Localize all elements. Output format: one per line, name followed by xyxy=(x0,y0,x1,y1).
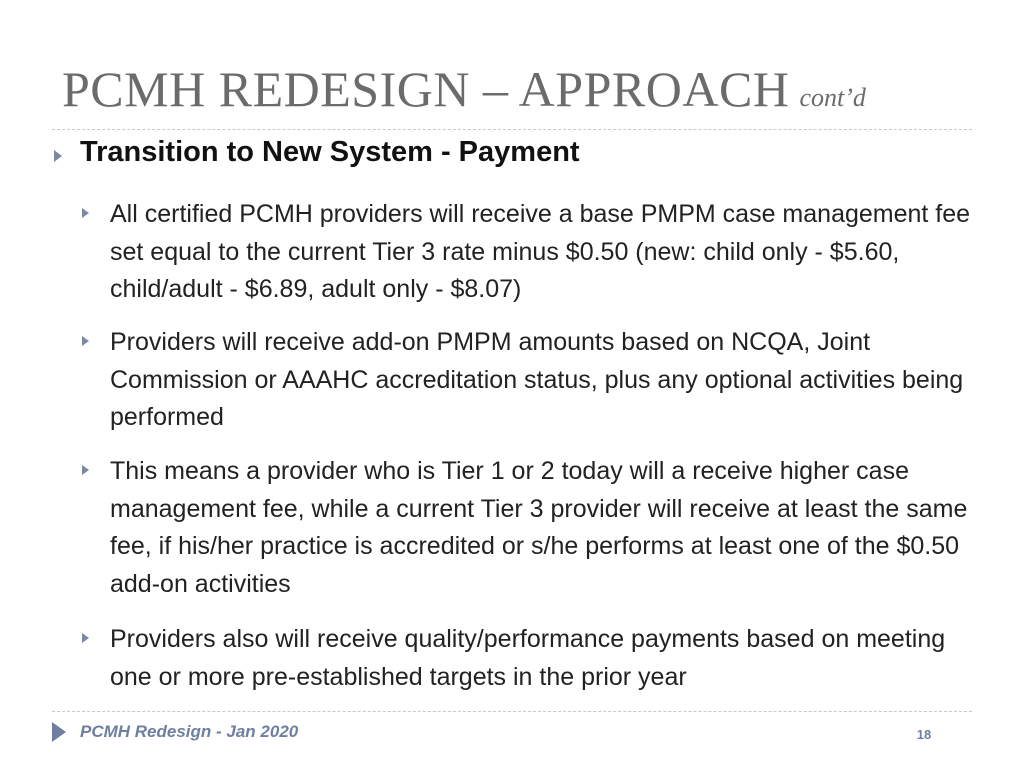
triangle-right-icon xyxy=(82,208,89,218)
title-suffix: cont’d xyxy=(799,83,866,112)
title-row xyxy=(62,60,982,118)
triangle-right-icon xyxy=(54,150,62,162)
bullet-item: This means a provider who is Tier 1 or 2 today will a receive higher case management fee, while a current Tier 3 provider will receive at least the same fee, if his/her practice is accredited or s/he performs at least one of the $0.50 add-on activities xyxy=(110,457,968,598)
bottom-divider xyxy=(52,711,972,712)
bullet-item: Providers will receive add-on PMPM amounts based on NCQA, Joint Commission or AAAHC accreditation status, plus any optional activities being performed xyxy=(110,328,964,431)
slide-title: PCMH REDESIGN – APPROACH xyxy=(62,61,790,117)
bullet-item: Providers also will receive quality/performance payments based on meeting one or more pre-established targets in the prior year xyxy=(110,625,946,691)
footer-text: PCMH Redesign - Jan 2020 xyxy=(80,722,299,741)
triangle-right-icon xyxy=(82,633,89,643)
triangle-right-icon xyxy=(82,465,89,475)
page-number: 18 xyxy=(916,727,932,742)
section-heading: Transition to New System - Payment xyxy=(80,136,580,168)
top-divider xyxy=(52,129,972,130)
triangle-right-icon xyxy=(82,336,89,346)
bullet-item: All certified PCMH providers will receive a base PMPM case management fee set equal to the current Tier 3 rate minus $0.50 (new: child only - $5.60, child/adult - $6.89, adult only - $8.07) xyxy=(110,200,971,303)
triangle-right-icon xyxy=(52,722,66,742)
